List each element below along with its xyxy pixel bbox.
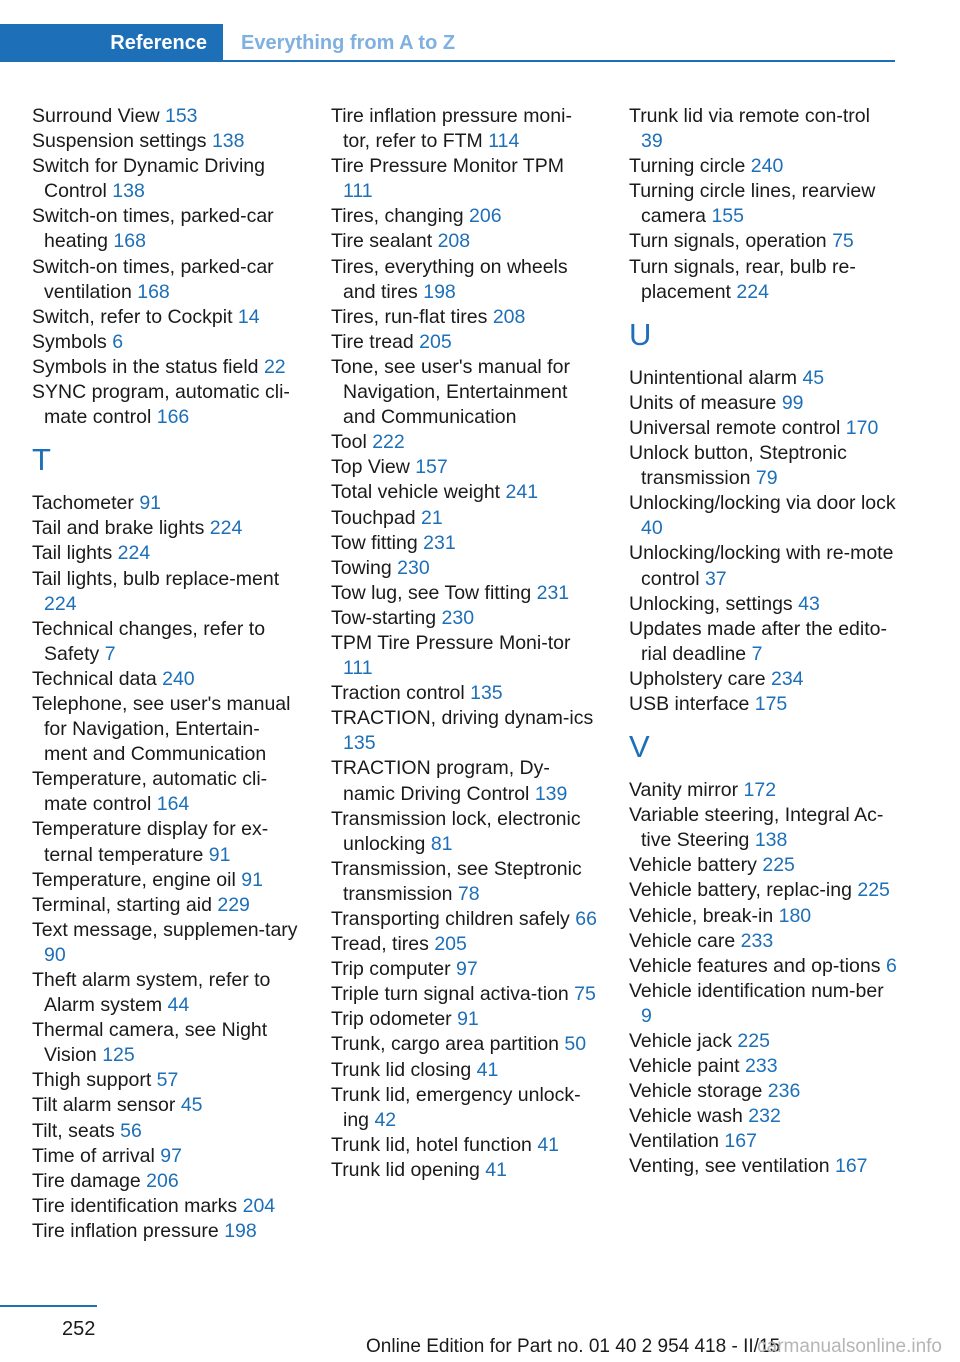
index-entry [32,1068,300,1093]
entry-text: Vehicle wash [629,1105,743,1128]
page-link[interactable]: 241 [505,481,539,504]
entry-text: Tire damage [32,1169,141,1192]
entry-text: Upholstery care [629,667,766,690]
entry-text: Transmission lock, electronic unlocking [331,807,581,855]
page-link[interactable]: 233 [740,929,774,952]
page-link[interactable]: 229 [217,893,250,916]
page-link[interactable]: 75 [832,230,854,253]
entry-text: Surround View [32,105,160,127]
index-entry [629,667,897,692]
entry-text: Tachometer [32,492,134,515]
page-link[interactable]: 208 [492,305,526,328]
entry-text: Temperature, engine oil [32,868,236,891]
edition-note: Online Edition for Part no. 01 40 2 954 418 - II/15 [366,1336,781,1357]
index-entry [32,617,300,667]
entry-text: Triple turn signal activa-tion [331,983,569,1006]
footer-rule [0,1305,97,1307]
entry-text: Vehicle paint [629,1055,740,1078]
section-letter: U [629,316,652,352]
page-link[interactable]: 198 [224,1219,257,1242]
index-entry [32,1093,300,1118]
page-link[interactable]: 138 [211,130,245,153]
page-link[interactable]: 114 [488,130,520,153]
index-entry [629,803,897,853]
index-entry [629,416,897,441]
entry-text: Tire inflation pressure [32,1219,219,1242]
page-link[interactable]: 14 [237,305,260,328]
index-column-2 [331,104,599,1183]
page-link[interactable]: 164 [156,793,190,816]
index-entry [331,1083,599,1133]
page-link[interactable]: 6 [112,330,124,353]
index-entry [331,355,599,430]
entry-text: Tire tread [331,330,414,353]
index-entry [331,807,599,857]
section-letter: V [629,729,650,765]
entry-text: Technical changes, refer to Safety [32,617,266,665]
page-link[interactable]: 40 [641,517,663,540]
index-entry [331,556,599,581]
index-entry [32,380,300,430]
index-entry [629,778,897,803]
entry-text: Switch for Dynamic Driving Control [32,155,265,203]
page-link[interactable]: 204 [242,1194,276,1217]
page-link[interactable]: 39 [641,130,663,153]
entry-text: TPM Tire Pressure Moni-tor [331,631,571,654]
index-entry [629,1154,897,1179]
entry-text: Unlock button, Steptronic transmission [629,442,847,490]
watermark: carmanualsonline.info [757,1336,942,1357]
entry-text: Switch, refer to Cockpit [32,305,233,328]
index-entry [331,581,599,606]
page-link[interactable]: 91 [241,868,263,891]
entry-text: Vehicle storage [629,1080,763,1103]
entry-text: Vanity mirror [629,779,739,802]
page-link[interactable]: 231 [536,581,570,604]
page-link[interactable]: 41 [476,1058,499,1081]
entry-text: Turning circle [629,155,746,178]
entry-text: Temperature display for ex-ternal temperature [32,818,269,866]
page-link[interactable]: 66 [575,908,597,930]
page-link[interactable]: 206 [146,1169,179,1192]
entry-text: Text message, supplemen-tary [32,918,298,941]
entry-text: Switch-on times, parked-car heating [32,205,274,253]
entry-text: USB interface [629,692,750,715]
page-link[interactable]: 139 [534,782,568,805]
page-link[interactable]: 91 [139,492,162,515]
entry-text: Symbols [32,330,107,353]
entry-text: Tilt alarm sensor [32,1094,176,1117]
page-link[interactable]: 230 [441,606,475,629]
entry-text: Updates made after the edito-rial deadline [629,617,887,665]
index-entry [629,853,897,878]
page-link[interactable]: 230 [397,556,430,579]
index-entry [629,541,897,591]
entry-text: Universal remote control [629,416,841,439]
index-entry [331,531,599,556]
entry-text: Unlocking, settings [629,592,793,615]
entry-text: Trunk, cargo area partition [331,1033,559,1056]
entry-text: Ventilation [629,1130,719,1153]
index-entry [629,154,897,179]
index-entry [331,857,599,907]
page-link[interactable]: 231 [423,531,456,554]
index-entry [32,330,300,355]
entry-text: Turn signals, operation [629,230,827,253]
entry-text: Vehicle battery, replac-ing [629,879,852,902]
entry-text: Tires, run-flat tires [331,305,488,328]
page-header [0,24,895,62]
page-link[interactable]: 233 [745,1055,778,1078]
index-entry [32,692,300,767]
entry-text: Tread, tires [331,933,429,956]
entry-text: Trunk lid opening [331,1158,480,1181]
page-link[interactable]: 240 [162,667,195,690]
index-entry [331,506,599,531]
entry-text: Tail and brake lights [32,517,205,540]
entry-text: Vehicle battery [629,854,757,877]
entry-text: Vehicle jack [629,1030,732,1052]
index-entry [331,229,599,254]
header-rule [223,60,895,62]
entry-text: Technical data [32,667,157,690]
index-entry [629,441,897,491]
entry-text: Traction control [331,682,465,705]
page-link[interactable]: 222 [372,431,405,454]
index-entry [32,817,300,867]
index-entry [32,355,300,380]
page-link[interactable]: 44 [167,994,190,1017]
index-entry [32,104,300,129]
page-link[interactable]: 45 [180,1094,203,1117]
entry-text: Vehicle features and op-tions [629,954,881,977]
entry-text: Tires, changing [331,205,464,228]
page-link[interactable]: 43 [798,592,820,615]
index-entry [32,204,300,254]
page-link[interactable]: 155 [711,205,744,228]
index-column-1 [32,104,300,1244]
index-entry [331,154,599,204]
entry-text: Units of measure [629,391,777,414]
entry-text: Vehicle identification num-ber [629,979,884,1002]
entry-text: Tail lights [32,542,113,565]
page-link[interactable]: 236 [767,1080,801,1103]
entry-text: Tow fitting [331,531,418,554]
index-entry [629,954,897,979]
page-link[interactable]: 225 [762,854,795,877]
index-entry [629,1129,897,1154]
index-entry [331,1158,599,1183]
page-link[interactable]: 168 [137,280,170,303]
index-entry [32,1018,300,1068]
entry-text: Thigh support [32,1069,152,1092]
entry-text: Tool [331,431,367,454]
index-entry [629,617,897,667]
entry-text: Tire identification marks [32,1194,238,1217]
page-link[interactable]: 138 [754,829,788,852]
index-entry [629,1079,897,1104]
index-entry [331,631,599,681]
page-link[interactable]: 232 [748,1105,781,1128]
index-entry [629,255,897,305]
page-link[interactable]: 234 [770,667,804,690]
index-entry [32,767,300,817]
page-link[interactable]: 6 [885,954,897,977]
entry-text: Temperature, automatic cli-mate control [32,768,268,816]
entry-text: Trip computer [331,958,451,981]
page-link[interactable]: 97 [160,1144,182,1167]
page-link[interactable]: 42 [374,1108,397,1131]
index-entry [32,305,300,330]
entry-text: Trunk lid closing [331,1058,472,1081]
page-link[interactable]: 167 [724,1130,757,1153]
index-entry [32,154,300,204]
index-entry [629,1029,897,1054]
index-entry [32,1119,300,1144]
entry-text: Tail lights, bulb replace-ment [32,567,280,590]
index-entry [32,567,300,617]
entry-text: TRACTION program, Dy-namic Driving Control [331,757,550,805]
index-entry [331,430,599,455]
page-link[interactable]: 225 [737,1030,770,1052]
page-link[interactable]: 172 [743,779,777,802]
index-entry [331,1007,599,1032]
entry-text: TRACTION, driving dynam-ics [331,707,594,730]
page-link[interactable]: 198 [423,280,456,303]
index-entry [331,1058,599,1083]
index-entry [629,929,897,954]
page-link[interactable]: 157 [415,456,448,479]
index-entry [32,1219,300,1244]
page-link[interactable]: 166 [156,406,190,429]
page-link[interactable]: 175 [754,692,788,715]
page-link[interactable]: 37 [704,567,727,590]
index-entry [331,455,599,480]
breadcrumb[interactable]: Everything from A to Z [241,31,456,54]
page-link[interactable]: 111 [343,180,373,203]
page-link[interactable]: 45 [802,366,825,389]
page-link[interactable]: 208 [437,230,471,253]
entry-text: Tow-starting [331,606,437,629]
page-link[interactable]: 99 [781,391,804,414]
index-entry [629,491,897,541]
entry-text: Tires, everything on wheels and tires [331,255,568,303]
index-entry [331,204,599,229]
page-link[interactable]: 7 [751,642,763,665]
page-link[interactable]: 170 [845,416,879,439]
tab-reference[interactable]: Reference [0,24,223,62]
entry-text: Terminal, starting aid [32,893,212,916]
index-entry [629,904,897,929]
index-entry [331,1032,599,1057]
entry-text: Transporting children safely [331,908,570,930]
page-link[interactable]: 153 [164,105,198,127]
index-entry [32,868,300,893]
index-entry [331,957,599,982]
page-number: 252 [62,1318,96,1340]
page-link[interactable]: 81 [430,832,453,855]
index-entry [629,1104,897,1129]
index-entry [331,104,599,154]
entry-text: Turn signals, rear, bulb re-placement [629,255,856,303]
index-entry [629,592,897,617]
entry-text: Tone, see user's manual for Navigation, Entertainment and Communication [331,355,570,429]
entry-text: Tire Pressure Monitor TPM [331,155,564,178]
index-entry [331,1133,599,1158]
section-letter: T [32,442,51,478]
page-link[interactable]: 22 [263,355,286,378]
entry-text: Trip odometer [331,1008,452,1031]
index-entry [32,255,300,305]
page-link[interactable]: 75 [574,983,596,1006]
entry-text: Variable steering, Integral Ac-tive Steering [629,804,884,852]
index-entry [331,756,599,806]
page-link[interactable]: 78 [457,882,480,905]
page-link[interactable]: 224 [117,542,151,565]
index-entry [629,979,897,1029]
entry-text: Tow lug, see Tow fitting [331,581,532,604]
index-entry [629,391,897,416]
index-entry [629,1054,897,1079]
index-entry [32,129,300,154]
index-entry [32,667,300,692]
entry-text: Unlocking/locking via door lock [629,492,896,515]
page-link[interactable]: 97 [455,958,478,981]
page-link[interactable]: 90 [44,943,66,966]
index-entry [331,706,599,756]
index-entry [331,305,599,330]
page-link[interactable]: 7 [104,642,116,665]
index-entry [32,1194,300,1219]
entry-text: Vehicle, break-in [629,904,774,927]
entry-text: Tire sealant [331,230,433,253]
entry-text: Trunk lid, emergency unlock-ing [331,1083,581,1131]
index-entry [629,878,897,903]
page-link[interactable]: 205 [419,330,452,353]
page-link[interactable]: 135 [343,732,376,755]
index-entry [331,681,599,706]
page-link[interactable]: 79 [755,467,778,490]
index-entry [331,330,599,355]
page-link[interactable]: 167 [834,1155,868,1178]
page-link[interactable]: 180 [778,904,812,927]
page-link[interactable]: 41 [537,1133,560,1156]
page-link[interactable]: 135 [470,682,503,705]
index-entry [331,606,599,631]
entry-text: Turning circle lines, rearview camera [629,180,876,228]
entry-text: Telephone, see user's manual for Navigation, Entertain-ment and Communication [32,692,291,766]
entry-text: Suspension settings [32,130,207,153]
page-link[interactable]: 168 [113,230,146,253]
entry-text: Venting, see ventilation [629,1155,830,1178]
index-entry [331,255,599,305]
entry-text: Total vehicle weight [331,481,501,504]
entry-text: Trunk lid via remote con-trol [629,105,870,127]
page-link[interactable]: 41 [485,1158,507,1181]
index-entry [32,893,300,918]
entry-text: Touchpad [331,506,416,529]
index-entry [629,104,897,154]
page-link[interactable]: 224 [44,592,77,615]
entry-text: Time of arrival [32,1144,155,1167]
entry-text: Transmission, see Steptronic transmission [331,857,582,905]
index-column-3 [629,104,897,1180]
index-entry [629,179,897,229]
page-link[interactable]: 57 [156,1069,179,1092]
index-entry [32,541,300,566]
entry-text: Switch-on times, parked-car ventilation [32,255,274,303]
page-link[interactable]: 224 [736,280,769,303]
index-entry [32,516,300,541]
entry-text: Top View [331,456,410,479]
index-entry [32,1169,300,1194]
entry-text: Vehicle care [629,929,736,952]
entry-text: Trunk lid, hotel function [331,1133,532,1156]
page-link[interactable]: 111 [343,657,373,680]
index-entry [32,491,300,516]
page-link[interactable]: 91 [208,843,231,866]
index-entry [331,982,599,1007]
index-entry [629,229,897,254]
page-link[interactable]: 205 [434,933,467,956]
page-link[interactable]: 138 [112,180,145,203]
page-link[interactable]: 206 [469,205,502,228]
page-link[interactable]: 224 [209,517,243,540]
entry-text: Symbols in the status field [32,355,259,378]
index-entry [629,692,897,717]
index-entry [331,907,599,932]
page-link[interactable]: 125 [102,1044,135,1067]
index-entry [32,1144,300,1169]
index-entry [331,932,599,957]
page-link[interactable]: 91 [457,1008,479,1031]
entry-text: SYNC program, automatic cli-mate control [32,381,290,429]
page-link[interactable]: 240 [750,155,784,178]
page-link[interactable]: 9 [641,1004,652,1027]
entry-text: Tire inflation pressure moni-tor, refer to FTM [331,105,572,153]
entry-text: Tilt, seats [32,1119,115,1142]
entry-text: Unintentional alarm [629,366,798,389]
entry-text: Theft alarm system, refer to Alarm system [32,969,271,1017]
index-entry [331,480,599,505]
entry-text: Towing [331,556,392,579]
entry-text: Unlocking/locking with re-mote control [629,542,894,590]
entry-text: Thermal camera, see Night Vision [32,1019,268,1067]
page-link[interactable]: 56 [120,1119,142,1142]
index-entry [32,968,300,1018]
page-link[interactable]: 225 [857,879,890,902]
index-entry [629,366,897,391]
index-entry [32,918,300,968]
page-link[interactable]: 21 [421,506,443,529]
page-link[interactable]: 50 [564,1033,587,1056]
